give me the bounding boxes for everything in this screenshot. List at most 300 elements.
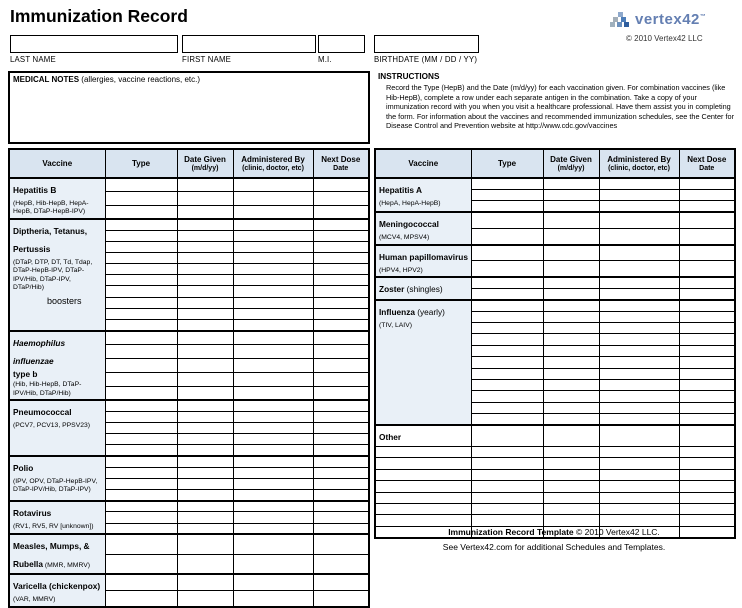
date-given-cell[interactable] (543, 368, 599, 379)
administered-by-cell[interactable] (233, 345, 313, 359)
next-dose-cell[interactable] (313, 275, 369, 286)
date-given-cell[interactable] (177, 372, 233, 386)
date-given-cell[interactable] (177, 205, 233, 219)
date-given-cell[interactable] (177, 400, 233, 411)
administered-by-cell[interactable] (599, 357, 679, 368)
vaccine-label: Other (375, 425, 471, 447)
table-row (9, 534, 369, 554)
administered-by-cell[interactable] (233, 456, 313, 467)
next-dose-cell[interactable] (679, 425, 735, 447)
administered-by-cell[interactable] (599, 425, 679, 447)
next-dose-cell[interactable] (313, 252, 369, 263)
next-dose-cell[interactable] (313, 297, 369, 308)
next-dose-cell[interactable] (313, 286, 369, 297)
next-dose-cell[interactable] (313, 219, 369, 230)
column-header-date-given: Date Given (m/d/yy) (543, 149, 599, 178)
date-given-cell[interactable] (177, 422, 233, 433)
type-cell[interactable] (471, 492, 543, 503)
next-dose-cell[interactable] (313, 534, 369, 554)
administered-by-cell[interactable] (599, 288, 679, 299)
type-cell[interactable] (471, 380, 543, 391)
administered-by-cell[interactable] (599, 492, 679, 503)
type-cell[interactable] (105, 252, 177, 263)
administered-by-cell[interactable] (233, 308, 313, 319)
type-cell[interactable] (471, 357, 543, 368)
date-given-cell[interactable] (543, 311, 599, 322)
vaccine-label: Hepatitis A (HepA, HepA-HepB) (375, 178, 471, 212)
next-dose-cell[interactable] (313, 434, 369, 445)
date-given-cell[interactable] (177, 434, 233, 445)
type-cell[interactable] (471, 311, 543, 322)
next-dose-cell[interactable] (679, 492, 735, 503)
type-cell[interactable] (105, 467, 177, 478)
administered-by-cell[interactable] (233, 230, 313, 241)
next-dose-cell[interactable] (313, 400, 369, 411)
type-cell[interactable] (105, 386, 177, 400)
administered-by-cell[interactable] (233, 275, 313, 286)
type-cell[interactable] (471, 277, 543, 288)
administered-by-cell[interactable] (233, 297, 313, 308)
next-dose-cell[interactable] (679, 261, 735, 277)
type-cell[interactable] (105, 490, 177, 501)
next-dose-cell[interactable] (679, 380, 735, 391)
next-dose-cell[interactable] (679, 481, 735, 492)
administered-by-cell[interactable] (233, 400, 313, 411)
type-cell[interactable] (105, 275, 177, 286)
date-given-cell[interactable] (543, 447, 599, 458)
administered-by-cell[interactable] (233, 264, 313, 275)
type-cell[interactable] (105, 331, 177, 345)
birthdate-field[interactable] (374, 35, 479, 53)
vaccine-label: Rotavirus (RV1, RV5, RV [unknown]) (9, 501, 105, 535)
date-given-cell[interactable] (543, 261, 599, 277)
vertex42-logo-icon (610, 12, 632, 30)
date-given-cell[interactable] (177, 192, 233, 206)
administered-by-cell[interactable] (233, 386, 313, 400)
next-dose-cell[interactable] (313, 490, 369, 501)
date-given-cell[interactable] (177, 358, 233, 372)
next-dose-cell[interactable] (679, 447, 735, 458)
next-dose-cell[interactable] (313, 192, 369, 206)
table-row (375, 425, 735, 447)
next-dose-cell[interactable] (313, 230, 369, 241)
administered-by-cell[interactable] (599, 368, 679, 379)
last-name-field[interactable] (10, 35, 178, 53)
type-cell[interactable] (471, 447, 543, 458)
type-cell[interactable] (105, 411, 177, 422)
type-cell[interactable] (471, 504, 543, 515)
vertex42-logo (610, 10, 735, 50)
type-cell[interactable] (471, 402, 543, 413)
table-row (375, 245, 735, 261)
next-dose-cell[interactable] (679, 288, 735, 299)
type-cell[interactable] (471, 414, 543, 425)
type-cell[interactable] (105, 478, 177, 489)
date-given-cell[interactable] (177, 178, 233, 192)
date-given-cell[interactable] (177, 554, 233, 574)
type-cell[interactable] (105, 297, 177, 308)
type-cell[interactable] (471, 178, 543, 189)
date-given-cell[interactable] (543, 212, 599, 228)
administered-by-cell[interactable] (599, 345, 679, 356)
vaccine-empty-cell[interactable] (375, 492, 471, 503)
type-cell[interactable] (105, 205, 177, 219)
type-cell[interactable] (471, 261, 543, 277)
vaccine-empty-cell[interactable] (375, 458, 471, 469)
administered-by-cell[interactable] (599, 391, 679, 402)
type-cell[interactable] (105, 456, 177, 467)
date-given-cell[interactable] (177, 345, 233, 359)
next-dose-cell[interactable] (313, 308, 369, 319)
administered-by-cell[interactable] (233, 178, 313, 192)
type-cell[interactable] (471, 391, 543, 402)
administered-by-cell[interactable] (233, 554, 313, 574)
date-given-cell[interactable] (177, 534, 233, 554)
type-cell[interactable] (105, 445, 177, 456)
type-cell[interactable] (471, 334, 543, 345)
date-given-cell[interactable] (543, 391, 599, 402)
next-dose-cell[interactable] (313, 456, 369, 467)
footer-line2: See Vertex42.com for additional Schedules and Templates. (442, 542, 666, 552)
date-given-cell[interactable] (177, 523, 233, 534)
column-header-vaccine: Vaccine (375, 149, 471, 178)
date-given-cell[interactable] (543, 300, 599, 311)
date-given-cell[interactable] (543, 402, 599, 413)
next-dose-cell[interactable] (679, 201, 735, 212)
date-given-cell[interactable] (177, 386, 233, 400)
date-given-cell[interactable] (177, 297, 233, 308)
next-dose-cell[interactable] (679, 189, 735, 200)
table-row (9, 219, 369, 230)
next-dose-cell[interactable] (679, 277, 735, 288)
administered-by-cell[interactable] (233, 501, 313, 512)
last-name-label: LAST NAME (10, 55, 56, 64)
administered-by-cell[interactable] (233, 358, 313, 372)
type-cell[interactable] (105, 358, 177, 372)
next-dose-cell[interactable] (313, 345, 369, 359)
date-given-cell[interactable] (543, 380, 599, 391)
table-row (375, 447, 735, 458)
next-dose-cell[interactable] (313, 501, 369, 512)
type-cell[interactable] (105, 554, 177, 574)
administered-by-cell[interactable] (233, 445, 313, 456)
date-given-cell[interactable] (543, 189, 599, 200)
type-cell[interactable] (105, 230, 177, 241)
next-dose-cell[interactable] (313, 386, 369, 400)
table-row (375, 492, 735, 503)
type-cell[interactable] (471, 245, 543, 261)
table-row (9, 331, 369, 345)
administered-by-cell[interactable] (599, 212, 679, 228)
type-cell[interactable] (471, 288, 543, 299)
date-given-cell[interactable] (177, 230, 233, 241)
vaccine-empty-cell[interactable] (375, 447, 471, 458)
type-cell[interactable] (105, 320, 177, 331)
date-given-cell[interactable] (543, 425, 599, 447)
date-given-cell[interactable] (177, 331, 233, 345)
type-cell[interactable] (471, 345, 543, 356)
next-dose-cell[interactable] (679, 212, 735, 228)
middle-initial-label: M.I. (318, 55, 332, 64)
vaccine-label: Measles, Mumps, & Rubella (MMR, MMRV) (9, 534, 105, 574)
administered-by-cell[interactable] (233, 241, 313, 252)
type-cell[interactable] (471, 189, 543, 200)
next-dose-cell[interactable] (313, 523, 369, 534)
date-given-cell[interactable] (177, 275, 233, 286)
next-dose-cell[interactable] (313, 241, 369, 252)
type-cell[interactable] (105, 264, 177, 275)
next-dose-cell[interactable] (313, 372, 369, 386)
type-cell[interactable] (105, 501, 177, 512)
date-given-cell[interactable] (543, 277, 599, 288)
table-row (375, 469, 735, 480)
date-given-cell[interactable] (543, 323, 599, 334)
date-given-cell[interactable] (177, 308, 233, 319)
next-dose-cell[interactable] (313, 467, 369, 478)
type-cell[interactable] (105, 286, 177, 297)
administered-by-cell[interactable] (233, 252, 313, 263)
type-cell[interactable] (471, 425, 543, 447)
next-dose-cell[interactable] (679, 323, 735, 334)
type-cell[interactable] (105, 434, 177, 445)
next-dose-cell[interactable] (313, 554, 369, 574)
next-dose-cell[interactable] (679, 469, 735, 480)
administered-by-cell[interactable] (233, 534, 313, 554)
administered-by-cell[interactable] (233, 286, 313, 297)
administered-by-cell[interactable] (599, 228, 679, 244)
administered-by-cell[interactable] (599, 458, 679, 469)
administered-by-cell[interactable] (599, 380, 679, 391)
first-name-field[interactable] (182, 35, 316, 53)
next-dose-cell[interactable] (679, 458, 735, 469)
table-row (9, 456, 369, 467)
date-given-cell[interactable] (543, 504, 599, 515)
vaccine-table-right (374, 148, 736, 539)
table-row (375, 300, 735, 311)
medical-notes-label: MEDICAL NOTES (allergies, vaccine reactions, etc.) (13, 75, 201, 84)
date-given-cell[interactable] (177, 219, 233, 230)
next-dose-cell[interactable] (313, 358, 369, 372)
date-given-cell[interactable] (177, 252, 233, 263)
type-cell[interactable] (471, 481, 543, 492)
administered-by-cell[interactable] (233, 331, 313, 345)
type-cell[interactable] (471, 212, 543, 228)
date-given-cell[interactable] (543, 481, 599, 492)
next-dose-cell[interactable] (313, 512, 369, 523)
type-cell[interactable] (105, 400, 177, 411)
table-row (375, 504, 735, 515)
next-dose-cell[interactable] (679, 311, 735, 322)
administered-by-cell[interactable] (599, 323, 679, 334)
date-given-cell[interactable] (177, 467, 233, 478)
type-cell[interactable] (105, 219, 177, 230)
administered-by-cell[interactable] (233, 192, 313, 206)
date-given-cell[interactable] (177, 490, 233, 501)
administered-by-cell[interactable] (233, 434, 313, 445)
table-row (375, 277, 735, 288)
date-given-cell[interactable] (543, 458, 599, 469)
next-dose-cell[interactable] (679, 245, 735, 261)
next-dose-cell[interactable] (679, 368, 735, 379)
date-given-cell[interactable] (543, 492, 599, 503)
administered-by-cell[interactable] (233, 411, 313, 422)
type-cell[interactable] (105, 534, 177, 554)
date-given-cell[interactable] (177, 574, 233, 590)
date-given-cell[interactable] (543, 345, 599, 356)
date-given-cell[interactable] (177, 241, 233, 252)
type-cell[interactable] (471, 368, 543, 379)
type-cell[interactable] (105, 192, 177, 206)
date-given-cell[interactable] (177, 286, 233, 297)
administered-by-cell[interactable] (233, 422, 313, 433)
administered-by-cell[interactable] (599, 201, 679, 212)
column-header-type: Type (105, 149, 177, 178)
administered-by-cell[interactable] (599, 469, 679, 480)
next-dose-cell[interactable] (313, 411, 369, 422)
administered-by-cell[interactable] (233, 512, 313, 523)
vaccine-empty-cell[interactable] (375, 504, 471, 515)
administered-by-cell[interactable] (233, 490, 313, 501)
date-given-cell[interactable] (543, 228, 599, 244)
column-header-administered-by: Administered By (clinic, doctor, etc) (233, 149, 313, 178)
next-dose-cell[interactable] (313, 205, 369, 219)
column-header-type: Type (471, 149, 543, 178)
next-dose-cell[interactable] (679, 228, 735, 244)
type-cell[interactable] (105, 345, 177, 359)
administered-by-cell[interactable] (233, 372, 313, 386)
administered-by-cell[interactable] (599, 277, 679, 288)
type-cell[interactable] (105, 372, 177, 386)
type-cell[interactable] (471, 201, 543, 212)
type-cell[interactable] (105, 523, 177, 534)
column-header-next-dose: Next Dose Date (313, 149, 369, 178)
page-title: Immunization Record (10, 6, 188, 26)
date-given-cell[interactable] (543, 334, 599, 345)
date-given-cell[interactable] (177, 478, 233, 489)
next-dose-cell[interactable] (679, 178, 735, 189)
administered-by-cell[interactable] (233, 467, 313, 478)
instructions-heading: INSTRUCTIONS (378, 72, 440, 81)
date-given-cell[interactable] (177, 512, 233, 523)
type-cell[interactable] (471, 323, 543, 334)
next-dose-cell[interactable] (679, 334, 735, 345)
administered-by-cell[interactable] (599, 245, 679, 261)
date-given-cell[interactable] (543, 288, 599, 299)
middle-initial-field[interactable] (318, 35, 365, 53)
first-name-label: FIRST NAME (182, 55, 232, 64)
next-dose-cell[interactable] (679, 402, 735, 413)
next-dose-cell[interactable] (679, 504, 735, 515)
administered-by-cell[interactable] (233, 320, 313, 331)
administered-by-cell[interactable] (233, 478, 313, 489)
administered-by-cell[interactable] (599, 178, 679, 189)
next-dose-cell[interactable] (313, 320, 369, 331)
vaccine-label: Polio (IPV, OPV, DTaP-HepB-IPV, DTaP-IPV/Hib, DTaP-IPV) (9, 456, 105, 501)
type-cell[interactable] (105, 512, 177, 523)
type-cell[interactable] (105, 308, 177, 319)
type-cell[interactable] (105, 422, 177, 433)
administered-by-cell[interactable] (599, 189, 679, 200)
administered-by-cell[interactable] (599, 311, 679, 322)
administered-by-cell[interactable] (599, 447, 679, 458)
date-given-cell[interactable] (543, 469, 599, 480)
date-given-cell[interactable] (543, 201, 599, 212)
column-header-date-given: Date Given (m/d/yy) (177, 149, 233, 178)
type-cell[interactable] (471, 228, 543, 244)
vaccine-label: Meningococcal (MCV4, MPSV4) (375, 212, 471, 244)
administered-by-cell[interactable] (233, 205, 313, 219)
type-cell[interactable] (471, 469, 543, 480)
administered-by-cell[interactable] (599, 402, 679, 413)
next-dose-cell[interactable] (679, 300, 735, 311)
date-given-cell[interactable] (177, 590, 233, 606)
date-given-cell[interactable] (543, 414, 599, 425)
medical-notes-box[interactable] (8, 71, 370, 144)
administered-by-cell[interactable] (599, 414, 679, 425)
administered-by-cell[interactable] (599, 504, 679, 515)
date-given-cell[interactable] (543, 245, 599, 261)
date-given-cell[interactable] (177, 411, 233, 422)
next-dose-cell[interactable] (313, 178, 369, 192)
table-row (9, 501, 369, 512)
type-cell[interactable] (105, 590, 177, 606)
date-given-cell[interactable] (177, 456, 233, 467)
footer (374, 525, 734, 555)
date-given-cell[interactable] (177, 445, 233, 456)
next-dose-cell[interactable] (313, 422, 369, 433)
type-cell[interactable] (471, 300, 543, 311)
column-header-next-dose: Next Dose Date (679, 149, 735, 178)
vaccine-table-left (8, 148, 370, 608)
next-dose-cell[interactable] (313, 264, 369, 275)
next-dose-cell[interactable] (313, 478, 369, 489)
next-dose-cell[interactable] (313, 590, 369, 606)
date-given-cell[interactable] (543, 357, 599, 368)
type-cell[interactable] (105, 241, 177, 252)
date-given-cell[interactable] (543, 178, 599, 189)
next-dose-cell[interactable] (679, 391, 735, 402)
type-cell[interactable] (105, 178, 177, 192)
administered-by-cell[interactable] (599, 300, 679, 311)
administered-by-cell[interactable] (233, 523, 313, 534)
date-given-cell[interactable] (177, 264, 233, 275)
vaccine-empty-cell[interactable] (375, 469, 471, 480)
vaccine-empty-cell[interactable] (375, 481, 471, 492)
administered-by-cell[interactable] (233, 590, 313, 606)
vaccine-label: Human papillomavirus (HPV4, HPV2) (375, 245, 471, 277)
table-row (9, 178, 369, 192)
next-dose-cell[interactable] (679, 414, 735, 425)
administered-by-cell[interactable] (599, 334, 679, 345)
next-dose-cell[interactable] (313, 445, 369, 456)
vaccine-label: Hepatitis B (HepB, Hib-HepB, HepA-HepB, DTaP-HepB-IPV) (9, 178, 105, 219)
next-dose-cell[interactable] (679, 357, 735, 368)
administered-by-cell[interactable] (233, 219, 313, 230)
administered-by-cell[interactable] (599, 481, 679, 492)
administered-by-cell[interactable] (233, 574, 313, 590)
date-given-cell[interactable] (177, 501, 233, 512)
next-dose-cell[interactable] (679, 345, 735, 356)
next-dose-cell[interactable] (313, 331, 369, 345)
column-header-administered-by: Administered By (clinic, doctor, etc) (599, 149, 679, 178)
instructions-body: Record the Type (HepB) and the Date (m/d/yy) for each vaccination given. For combination vaccines (like Hib-HepB), complete a row under each separate antigen in the combination. Take a copy of your immunization record with you when you visit a healthcare professional. Have them assist you in completing the form. For information about the vaccines and recommended immunization schedules, see the Center for Disease Control and Prevention website at http://www.cdc.gov/vaccines (386, 83, 734, 130)
type-cell[interactable] (105, 574, 177, 590)
administered-by-cell[interactable] (599, 261, 679, 277)
next-dose-cell[interactable] (313, 574, 369, 590)
date-given-cell[interactable] (177, 320, 233, 331)
vaccine-label: Haemophilus influenzae type b (Hib, Hib-HepB, DTaP-IPV/Hib, DTaP/Hib) (9, 331, 105, 400)
type-cell[interactable] (471, 458, 543, 469)
